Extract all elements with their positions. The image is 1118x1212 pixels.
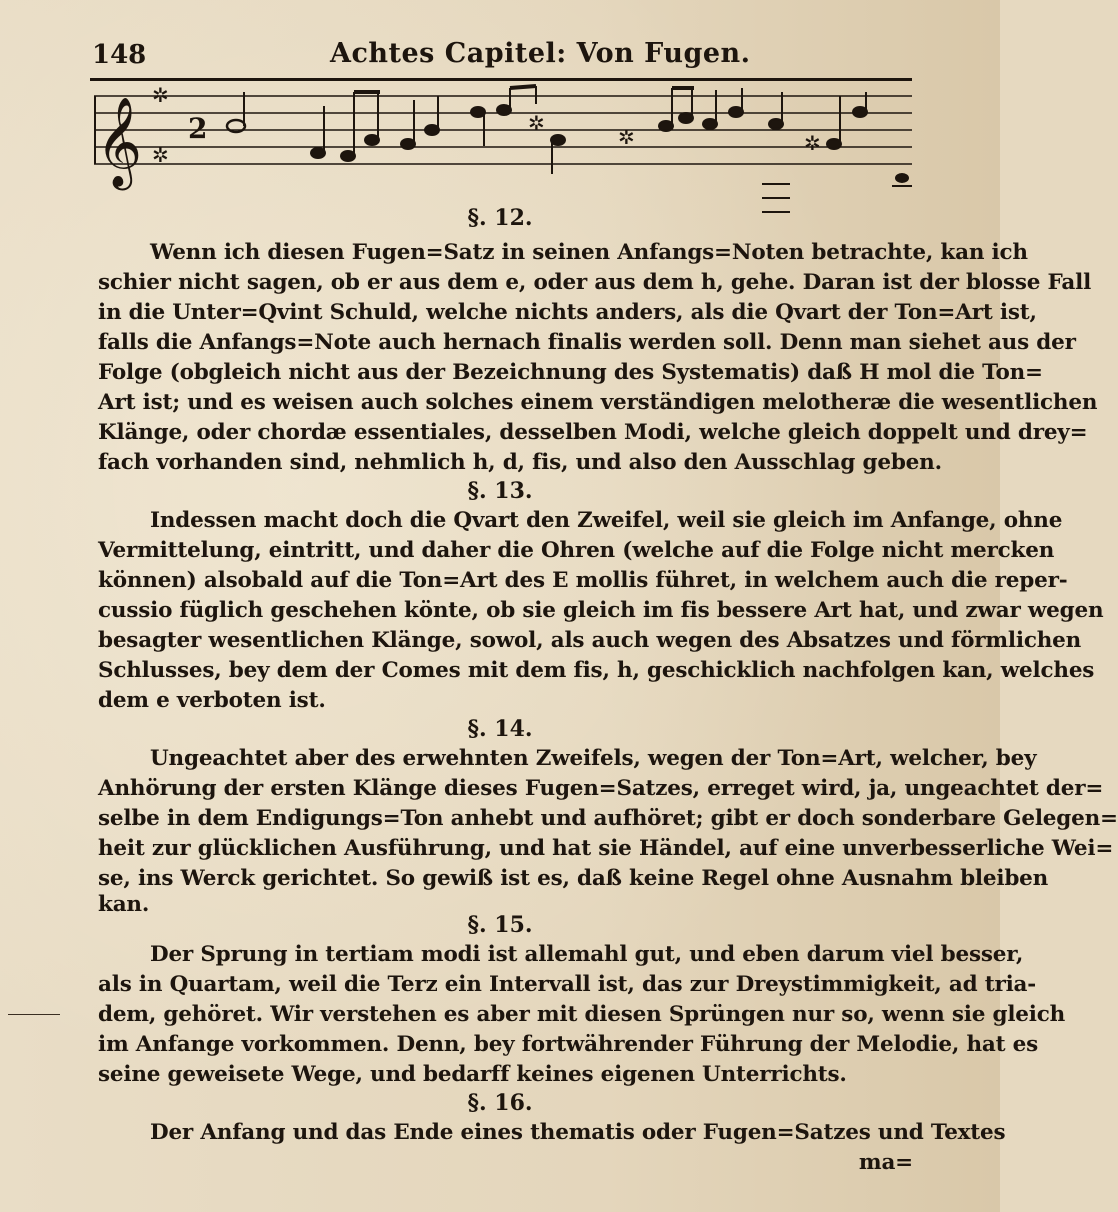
text-line: heit zur glücklichen Ausführung, und hat sie Händel, auf eine unverbesserliche Wei=: [98, 836, 1114, 861]
text-line: als in Quartam, weil die Terz ein Intervall ist, das zur Dreystimmigkeit, ad triа-: [98, 972, 1037, 997]
text-line: se, ins Werck gerichtet. So gewiß ist es, daß keine Regel ohne Ausnahm bleiben: [98, 866, 1049, 891]
text-line: dem, gehöret. Wir verstehen es aber mit diesen Sprüngen nur so, wenn sie gleich: [98, 1002, 1066, 1027]
text-line: Ungeachtet aber des erwehnten Zweifels, wegen der Ton=Art, welcher, bey: [150, 746, 1037, 771]
text-line: falls die Anfangs=Note auch hernach finalis werden soll. Denn man siehet aus der: [98, 330, 1076, 355]
text-line: können) alsobald auf die Ton=Art des E mollis führet, in welchem auch die reper-: [98, 568, 1068, 593]
section-mark-14: §. 14.: [467, 716, 533, 742]
text-line: Der Sprung in tertiam modi ist allemahl gut, und eben darum viel besser,: [150, 942, 1024, 967]
text-line: Klänge, oder chordæ essentiales, desselben Modi, welche gleich doppelt und drey=: [98, 420, 1088, 445]
catchword: ma=: [858, 1150, 913, 1175]
text-line: Vermittelung, eintritt, und daher die Ohren (welche auf die Folge nicht mercken: [98, 538, 1055, 563]
svg-text:✲: ✲: [618, 125, 635, 149]
section-mark-16: §. 16.: [467, 1090, 533, 1116]
meter-sign: 2: [188, 112, 208, 145]
text-line: cussio füglich geschehen könte, ob sie gleich im fis bessere Art hat, und zwar wegen: [98, 598, 1104, 623]
text-line: in die Unter=Qvint Schuld, welche nichts anders, als die Qvart der Ton=Art ist,: [98, 300, 1037, 325]
text-line: Der Anfang und das Ende eines thematis oder Fugen=Satzes und Textes: [150, 1120, 1006, 1145]
page-number: 148: [92, 40, 147, 70]
text-line: dem e verboten ist.: [98, 688, 326, 713]
section-mark-13: §. 13.: [467, 478, 533, 504]
running-head: Achtes Capitel: Von Fugen.: [330, 38, 751, 69]
text-line: im Anfange vorkommen. Denn, bey fortwährender Führung der Melodie, hat es: [98, 1032, 1039, 1057]
text-line: besagter wesentlichen Klänge, sowol, als auch wegen des Absatzes und förmlichen: [98, 628, 1082, 653]
section-mark-12: §. 12.: [467, 205, 533, 231]
svg-text:✲: ✲: [528, 111, 545, 135]
text-line: Art ist; und es weisen auch solches einem verständigen melotheræ die wesentlichen: [98, 390, 1098, 415]
text-line: fach vorhanden sind, nehmlich h, d, fis, und also den Ausschlag geben.: [98, 450, 942, 475]
section-mark-15: §. 15.: [467, 912, 533, 938]
treble-clef: 𝄞: [96, 97, 143, 187]
text-line: seine geweisete Wege, und bedarff keines eigenen Unterrichts.: [98, 1062, 847, 1087]
text-line: Wenn ich diesen Fugen=Satz in seinen Anfangs=Noten betrachte, kan ich: [150, 240, 1028, 265]
text-line: Folge (obgleich nicht aus der Bezeichnung des Systematis) daß H mol die Ton=: [98, 360, 1043, 385]
text-line: Anhörung der ersten Klänge dieses Fugen=Satzes, erreget wird, ja, ungeachtet der=: [98, 776, 1104, 801]
margin-mark: [8, 1014, 60, 1015]
svg-text:✲: ✲: [152, 143, 169, 167]
svg-text:✲: ✲: [804, 131, 821, 155]
text-line: Schlusses, bey dem der Comes mit dem fis, h, geschicklich nachfolgen kan, welches: [98, 658, 1095, 683]
music-example: [90, 82, 916, 222]
header-rule: [90, 78, 912, 81]
text-line: kan.: [98, 892, 150, 917]
svg-text:✲: ✲: [152, 83, 169, 107]
text-line: schier nicht sagen, ob er aus dem e, oder aus dem h, gehe. Daran ist der blosse Fall: [98, 270, 1092, 295]
text-line: Indessen macht doch die Qvart den Zweifel, weil sie gleich im Anfange, ohne: [150, 508, 1063, 533]
text-line: selbe in dem Endigungs=Ton anhebt und aufhöret; gibt er doch sonderbare Gelegen=: [98, 806, 1118, 831]
